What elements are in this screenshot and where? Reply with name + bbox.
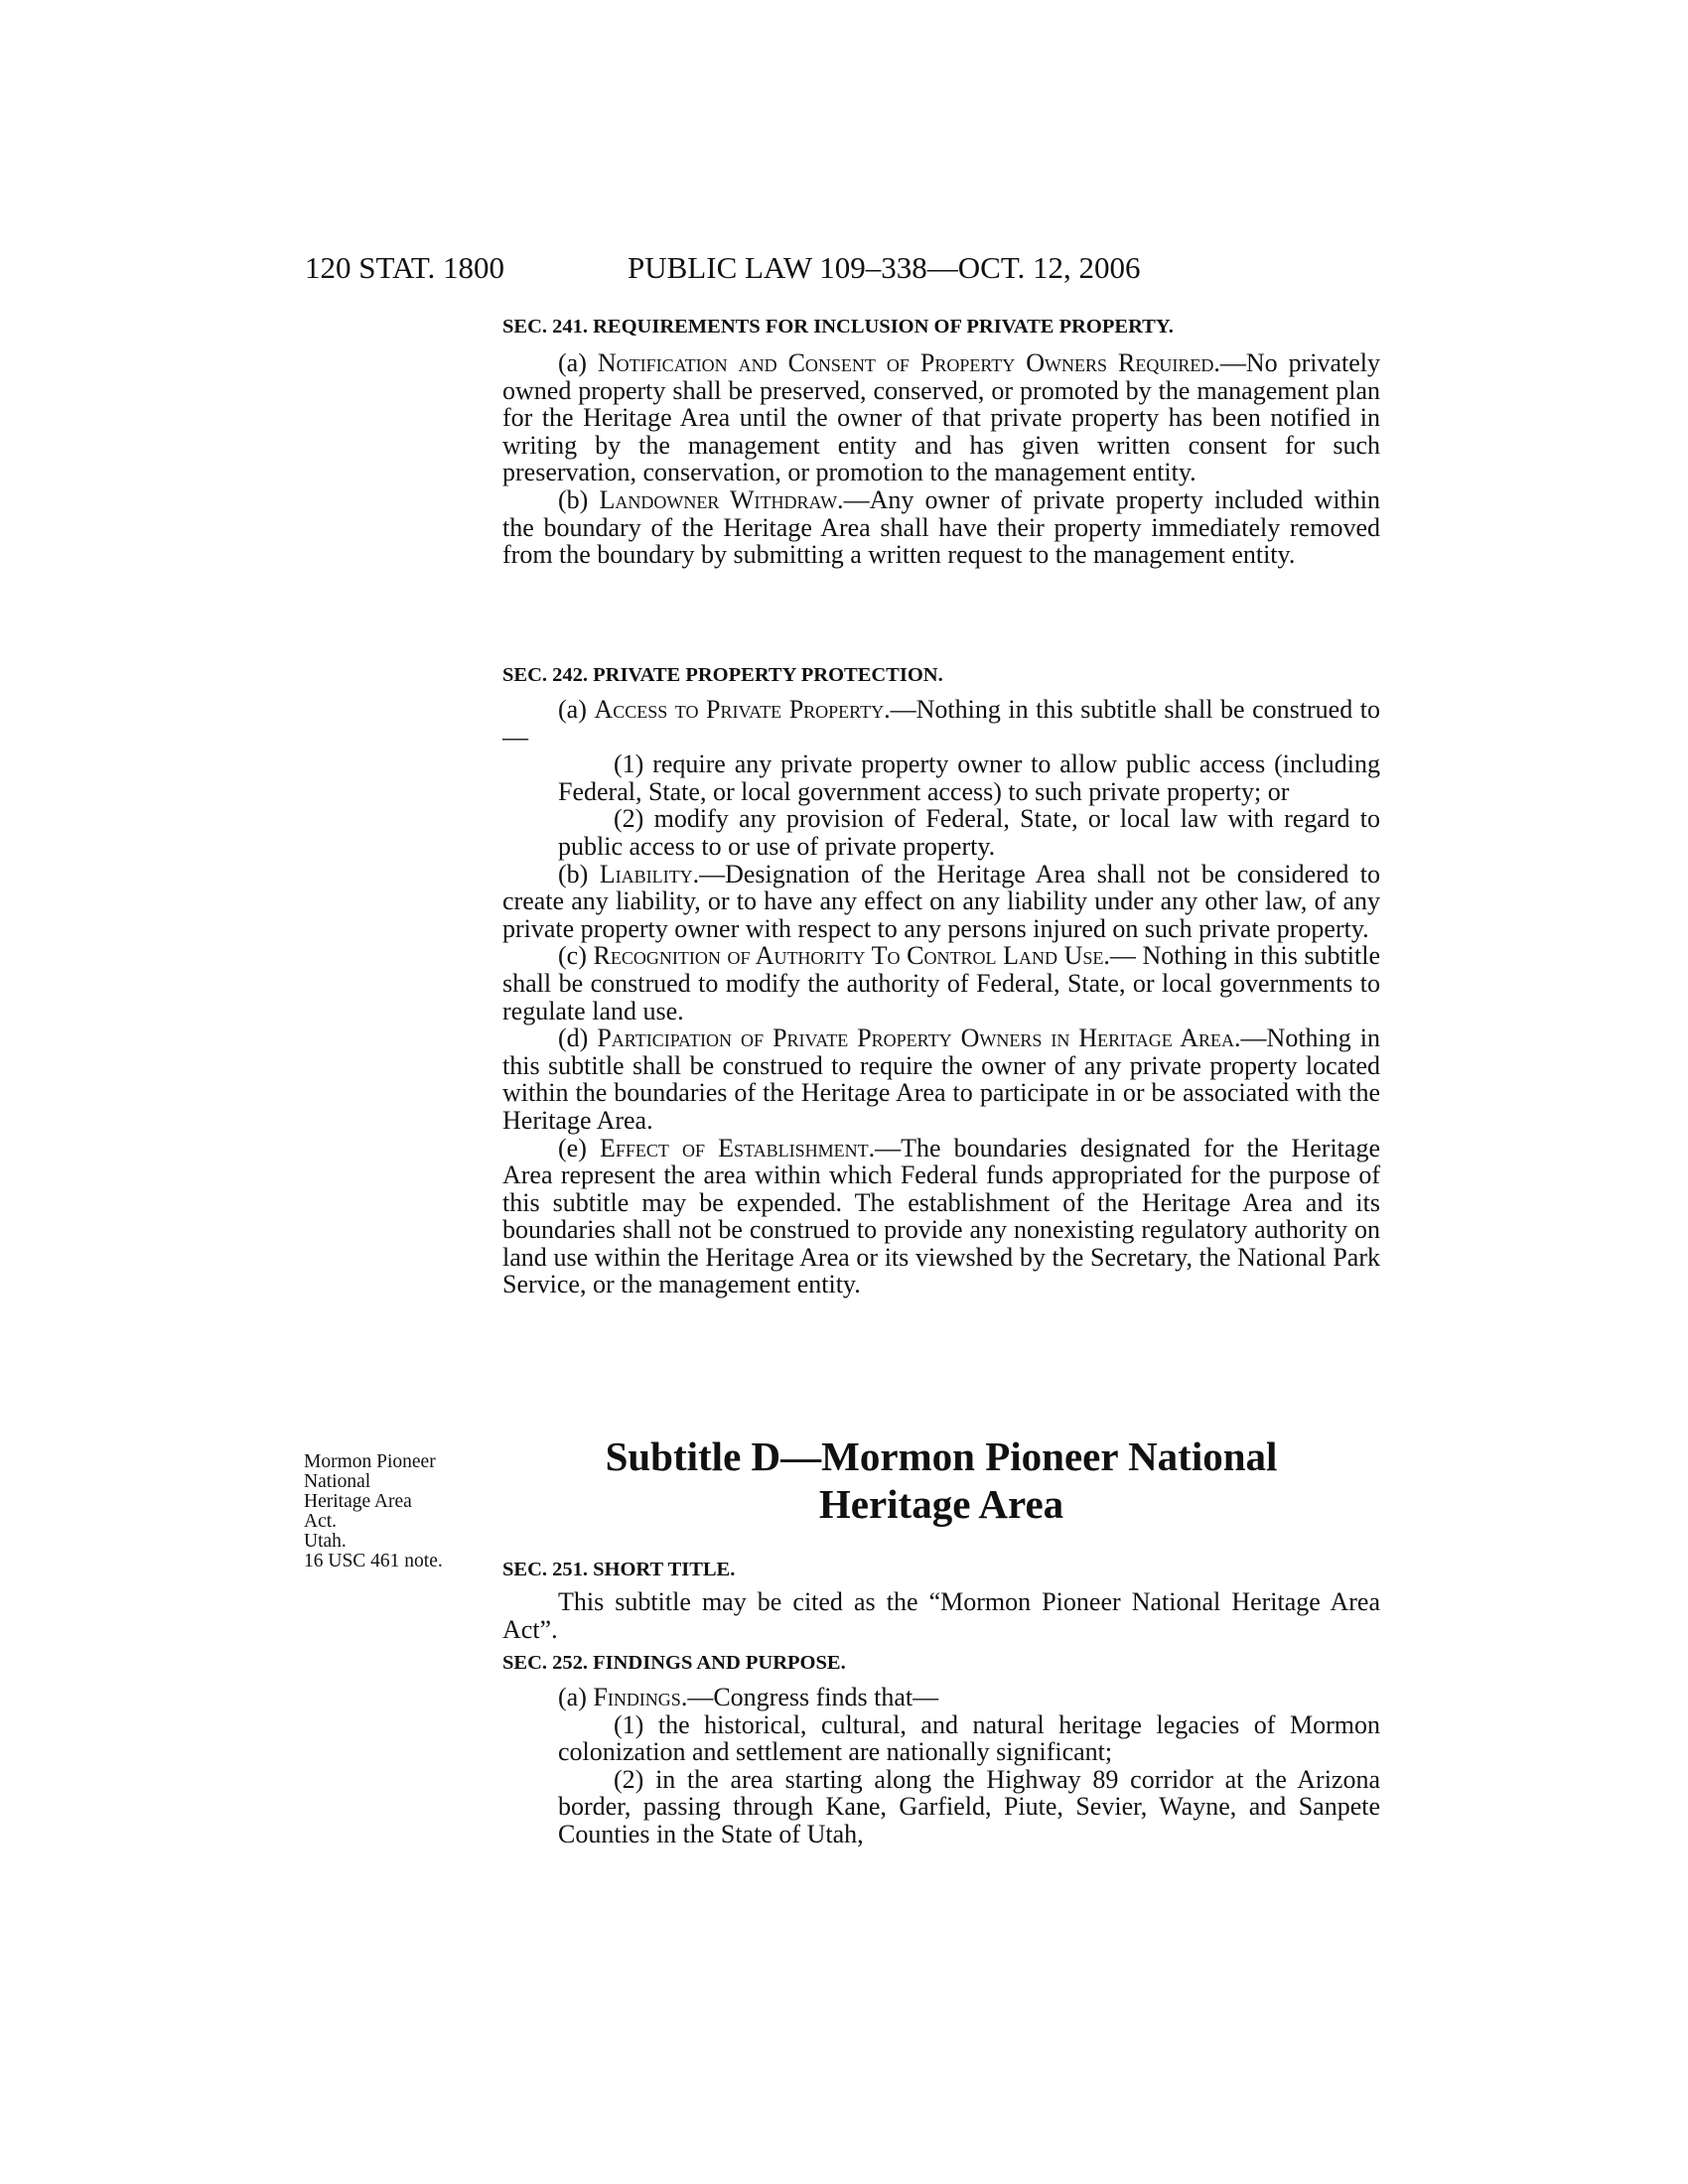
- sec-241-a: [502, 349, 1380, 486]
- sec-242-a-title: Access to Private Property.: [594, 695, 891, 724]
- statute-page-reference: 120 STAT. 1800: [305, 250, 505, 285]
- sec-242-e-title: Effect of Establishment.: [599, 1133, 876, 1162]
- margin-note-line: Heritage Area: [304, 1491, 412, 1512]
- sec-251-body: [502, 1588, 1380, 1643]
- sec-241-a-label: (a): [558, 348, 598, 377]
- sec-252-a: [502, 1684, 1380, 1711]
- sec-242-d-label: (d): [558, 1024, 598, 1053]
- sec-241-b-title: Landowner Withdraw.: [599, 484, 844, 514]
- sec-241-b-text: —Any owner of private property included within the boundary of the Heritage Area shall have their property immediately removed from the boundary by submitting a written request to the management entity.: [502, 484, 1380, 570]
- sec-252-a-label: (a): [558, 1683, 594, 1711]
- sec-242-body: [502, 696, 1380, 1298]
- sec-251-heading: SEC. 251. SHORT TITLE.: [502, 1559, 736, 1580]
- margin-note-line: Mormon Pioneer: [304, 1451, 436, 1472]
- sec-242-b-title: Liability.: [599, 859, 700, 888]
- sec-241-body: [502, 349, 1380, 569]
- subtitle-heading: [502, 1433, 1380, 1528]
- margin-note-line: 16 USC 461 note.: [304, 1551, 443, 1571]
- margin-note: [304, 1452, 502, 1571]
- sec-242-c-text: — Nothing in this subtitle shall be construed to modify the authority of Federal, State, or local governments to regulate land use.: [502, 941, 1380, 1025]
- sec-251-text: This subtitle may be cited as the “Mormon Pioneer National Heritage Area Act”.: [502, 1587, 1380, 1644]
- sec-241-b: [502, 486, 1380, 569]
- sec-252-a-title: Findings.: [593, 1683, 688, 1711]
- sec-252-a-1: (1) the historical, cultural, and natural heritage legacies of Mormon colonization and settlement are nationally significant;: [558, 1709, 1380, 1767]
- sec-242-b: [502, 861, 1380, 943]
- sec-242-d: [502, 1024, 1380, 1134]
- sec-242-a: [502, 696, 1380, 751]
- sec-241-a-text: —No privately owned property shall be preserved, conserved, or promoted by the management plan for the Heritage Area until the owner of that private property has been notified in writing by the management entity and has given written consent for such preservation, conservation, or promotion to the management entity.: [502, 348, 1381, 487]
- subtitle-line-2: Heritage Area: [818, 1481, 1064, 1527]
- sec-242-d-text: —Nothing in this subtitle shall be construed to require the owner of any private property located within the boundaries of the Heritage Area to participate in or be associated with the Heritage Area.: [502, 1024, 1380, 1135]
- public-law-header: PUBLIC LAW 109–338—OCT. 12, 2006: [628, 250, 1141, 285]
- margin-note-line: National: [304, 1471, 371, 1492]
- sec-242-c: [502, 942, 1380, 1024]
- sec-242-c-label: (c): [558, 941, 594, 971]
- sec-252-heading: SEC. 252. FINDINGS AND PURPOSE.: [502, 1652, 846, 1674]
- sec-241-a-title: Notification and Consent of Property Owners Required.: [597, 348, 1220, 377]
- sec-242-c-title: Recognition of Authority To Control Land Use.: [593, 941, 1110, 971]
- sec-242-e-label: (e): [558, 1133, 600, 1162]
- sec-241-heading: SEC. 241. REQUIREMENTS FOR INCLUSION OF PRIVATE PROPERTY.: [502, 316, 1174, 338]
- sec-242-a-2: (2) modify any provision of Federal, State, or local law with regard to public access to or use of private property.: [558, 804, 1380, 861]
- margin-note-line: Act.: [304, 1511, 338, 1532]
- sec-252-a-2: (2) in the area starting along the Highway 89 corridor at the Arizona border, passing through Kane, Garfield, Piute, Sevier, Wayne, and Sanpete Counties in the State of Utah,: [558, 1764, 1380, 1848]
- sec-242-a-text: —Nothing in this subtitle shall be construed to—: [502, 695, 1381, 751]
- sec-242-d-title: Participation of Private Property Owners in Heritage Area.: [597, 1024, 1241, 1053]
- sec-242-e-text: —The boundaries designated for the Heritage Area represent the area within which Federal funds appropriated for the purpose of this subtitle may be expended. The establishment of the Heritage Area and its boundaries shall not be construed to provide any nonexisting regulatory authority on land use within the Heritage Area or its viewshed by the Secretary, the National Park Service, or the management entity.: [502, 1133, 1380, 1299]
- sec-252-a-text: —Congress finds that—: [687, 1683, 939, 1711]
- sec-241-b-label: (b): [558, 484, 600, 514]
- subtitle-line-1: Subtitle D—Mormon Pioneer National: [605, 1433, 1278, 1479]
- margin-note-line: Utah.: [304, 1531, 347, 1552]
- sec-242-a-label: (a): [558, 695, 595, 724]
- sec-242-e: [502, 1135, 1380, 1299]
- sec-242-b-text: —Designation of the Heritage Area shall not be considered to create any liability, or to have any effect on any liability under any other law, of any private property owner with respect to any persons injured on such private property.: [502, 859, 1380, 943]
- sec-242-a-1: (1) require any private property owner to allow public access (including Federal, State, or local government access) to such private property; or: [558, 750, 1380, 806]
- sec-252-body: [502, 1684, 1380, 1848]
- sec-242-b-label: (b): [558, 859, 600, 888]
- sec-242-heading: SEC. 242. PRIVATE PROPERTY PROTECTION.: [502, 664, 943, 686]
